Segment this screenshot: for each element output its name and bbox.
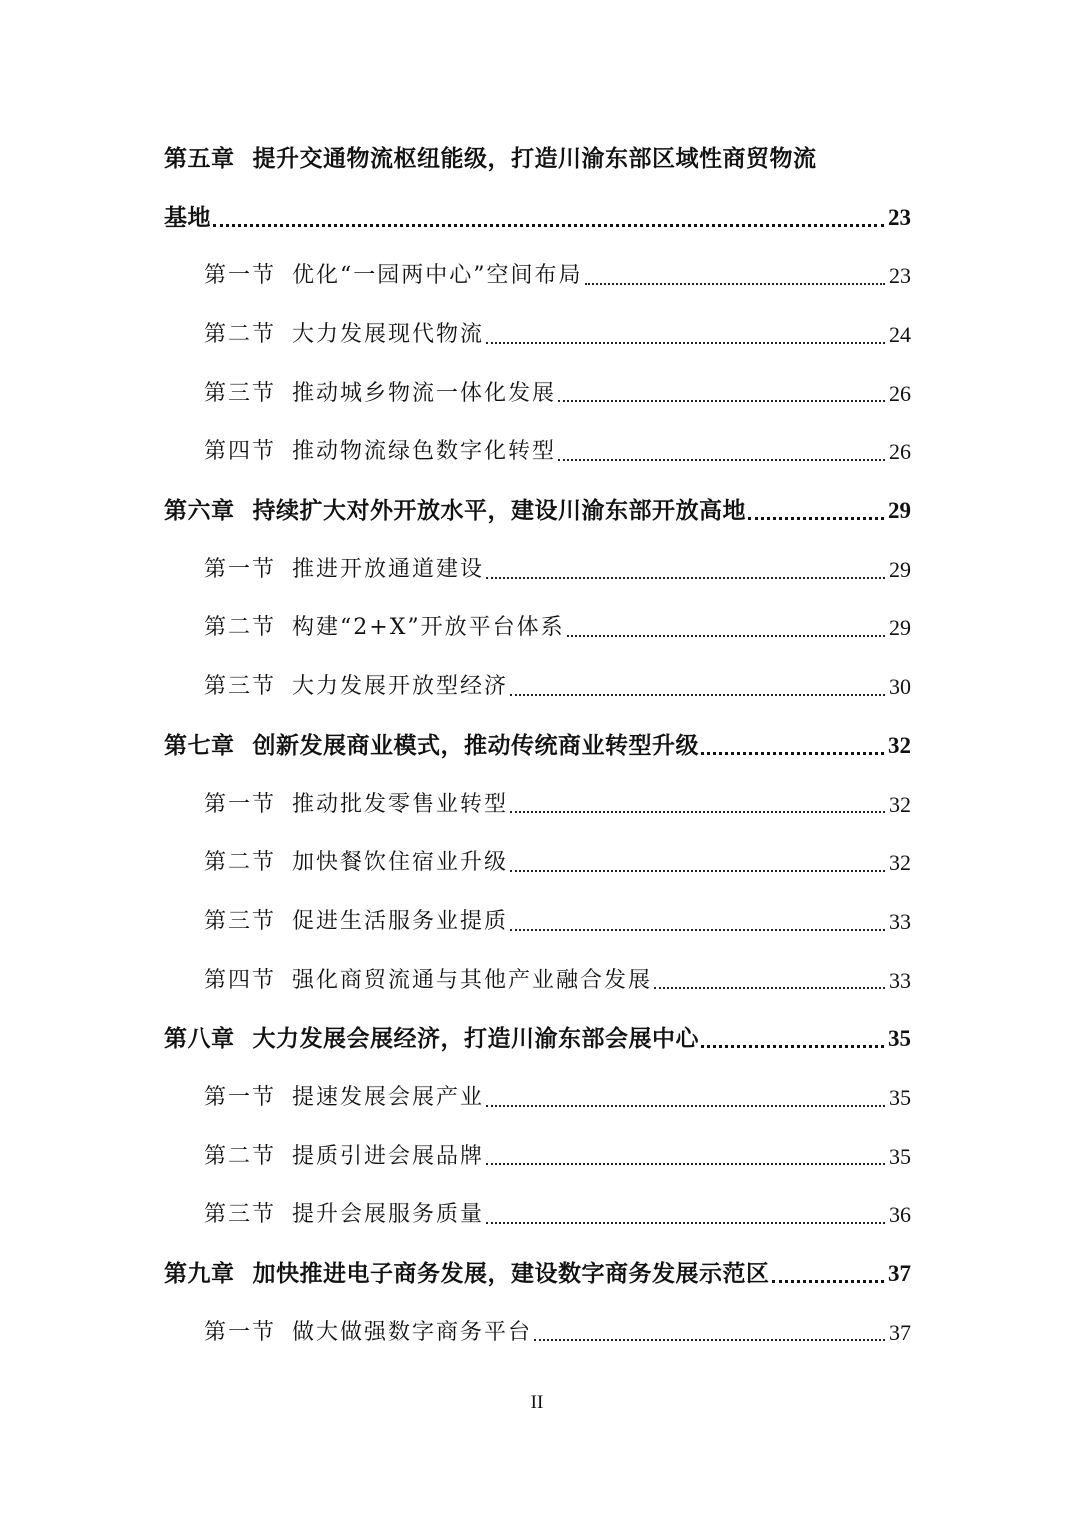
- toc-section[interactable]: [164, 1186, 911, 1245]
- section-title: 大力发展开放型经济: [292, 674, 509, 700]
- toc-section[interactable]: [164, 834, 911, 893]
- chapter-prefix: 第九章: [164, 1261, 235, 1288]
- chapter-title-continued: 基地: [164, 204, 211, 231]
- dot-leader: [486, 559, 885, 581]
- dot-leader: [654, 970, 885, 992]
- section-title: 优化“一园两中心”空间布局: [292, 263, 583, 289]
- page-ref: 36: [889, 1202, 911, 1228]
- page-ref: 29: [889, 556, 911, 582]
- toc-chapter-9[interactable]: [164, 1245, 911, 1304]
- section-title: 推进开放通道建设: [292, 556, 485, 582]
- page-ref: 23: [889, 263, 911, 289]
- dot-leader: [510, 853, 885, 875]
- dot-leader: [748, 500, 884, 523]
- section-prefix: 第二节: [204, 1143, 277, 1169]
- chapter-prefix: 第五章: [164, 145, 235, 172]
- section-prefix: 第四节: [204, 439, 277, 465]
- section-title: 做大做强数字商务平台: [292, 1319, 533, 1345]
- section-title: 推动城乡物流一体化发展: [292, 380, 557, 406]
- page-ref: 23: [888, 204, 911, 230]
- toc-chapter-5-line2[interactable]: [164, 189, 911, 248]
- section-prefix: 第三节: [204, 908, 277, 934]
- chapter-title: 加快推进电子商务发展，建设数字商务发展示范区: [252, 1261, 770, 1288]
- dot-leader: [558, 442, 885, 464]
- page-ref: 32: [889, 850, 911, 876]
- dot-leader: [486, 324, 885, 346]
- toc-section[interactable]: [164, 658, 911, 717]
- toc-chapter-5-line1[interactable]: [164, 130, 911, 189]
- page-ref: 32: [888, 732, 911, 758]
- dot-leader: [510, 794, 885, 816]
- section-prefix: 第二节: [204, 850, 277, 876]
- section-prefix: 第一节: [204, 1319, 277, 1345]
- dot-leader: [510, 677, 885, 699]
- page-number: II: [530, 1392, 544, 1413]
- section-prefix: 第二节: [204, 322, 277, 348]
- page-ref: 33: [889, 967, 911, 993]
- page-ref: 35: [889, 1143, 911, 1169]
- toc-section[interactable]: [164, 1069, 911, 1128]
- page-ref: 32: [889, 791, 911, 817]
- section-title: 构建“2+X”开放平台体系: [292, 615, 565, 641]
- section-title: 提升会展服务质量: [292, 1202, 485, 1228]
- page-ref: 29: [888, 498, 911, 524]
- page-ref: 24: [889, 322, 911, 348]
- dot-leader: [701, 1028, 884, 1051]
- dot-leader: [486, 1146, 885, 1168]
- table-of-contents: [164, 130, 911, 1362]
- toc-section[interactable]: [164, 600, 911, 659]
- section-prefix: 第三节: [204, 1202, 277, 1228]
- chapter-title: 提升交通物流枢纽能级，打造川渝东部区域性商贸物流: [252, 145, 817, 172]
- page-ref: 33: [889, 908, 911, 934]
- chapter-title: 持续扩大对外开放水平，建设川渝东部开放高地: [252, 498, 746, 525]
- section-title: 大力发展现代物流: [292, 322, 485, 348]
- chapter-prefix: 第八章: [164, 1026, 235, 1053]
- page-ref: 26: [889, 380, 911, 406]
- toc-section[interactable]: [164, 306, 911, 365]
- toc-section[interactable]: [164, 893, 911, 952]
- toc-section[interactable]: [164, 541, 911, 600]
- dot-leader: [510, 911, 885, 933]
- chapter-prefix: 第六章: [164, 498, 235, 525]
- toc-section[interactable]: [164, 423, 911, 482]
- toc-chapter-8[interactable]: [164, 1010, 911, 1069]
- chapter-title: 大力发展会展经济，打造川渝东部会展中心: [252, 1026, 699, 1053]
- section-prefix: 第一节: [204, 263, 277, 289]
- page-ref: 35: [888, 1026, 911, 1052]
- dot-leader: [772, 1263, 885, 1286]
- page-ref: 26: [889, 439, 911, 465]
- dot-leader: [585, 266, 885, 288]
- toc-chapter-7[interactable]: [164, 717, 911, 776]
- dot-leader: [567, 618, 885, 640]
- section-prefix: 第一节: [204, 791, 277, 817]
- dot-leader: [486, 1205, 885, 1227]
- section-prefix: 第二节: [204, 615, 277, 641]
- toc-section[interactable]: [164, 1128, 911, 1187]
- chapter-prefix: 第七章: [164, 732, 235, 759]
- section-title: 提速发展会展产业: [292, 1084, 485, 1110]
- section-title: 推动物流绿色数字化转型: [292, 439, 557, 465]
- dot-leader: [213, 207, 884, 230]
- toc-section[interactable]: [164, 1304, 911, 1363]
- page-ref: 37: [889, 1319, 911, 1345]
- section-prefix: 第一节: [204, 1084, 277, 1110]
- toc-chapter-6[interactable]: [164, 482, 911, 541]
- toc-section[interactable]: [164, 952, 911, 1011]
- dot-leader: [701, 735, 884, 758]
- chapter-title: 创新发展商业模式，推动传统商业转型升级: [252, 732, 699, 759]
- dot-leader: [534, 1322, 885, 1344]
- page-ref: 35: [889, 1084, 911, 1110]
- section-prefix: 第一节: [204, 556, 277, 582]
- toc-section[interactable]: [164, 365, 911, 424]
- section-title: 加快餐饮住宿业升级: [292, 850, 509, 876]
- section-title: 促进生活服务业提质: [292, 908, 509, 934]
- page-ref: 29: [889, 615, 911, 641]
- dot-leader: [486, 1087, 885, 1109]
- section-title: 强化商贸流通与其他产业融合发展: [292, 967, 653, 993]
- page-ref: 37: [888, 1261, 911, 1287]
- dot-leader: [558, 383, 885, 405]
- section-title: 提质引进会展品牌: [292, 1143, 485, 1169]
- section-prefix: 第三节: [204, 380, 277, 406]
- section-prefix: 第四节: [204, 967, 277, 993]
- page-ref: 30: [889, 674, 911, 700]
- toc-section[interactable]: [164, 776, 911, 835]
- toc-section[interactable]: [164, 247, 911, 306]
- section-prefix: 第三节: [204, 674, 277, 700]
- section-title: 推动批发零售业转型: [292, 791, 509, 817]
